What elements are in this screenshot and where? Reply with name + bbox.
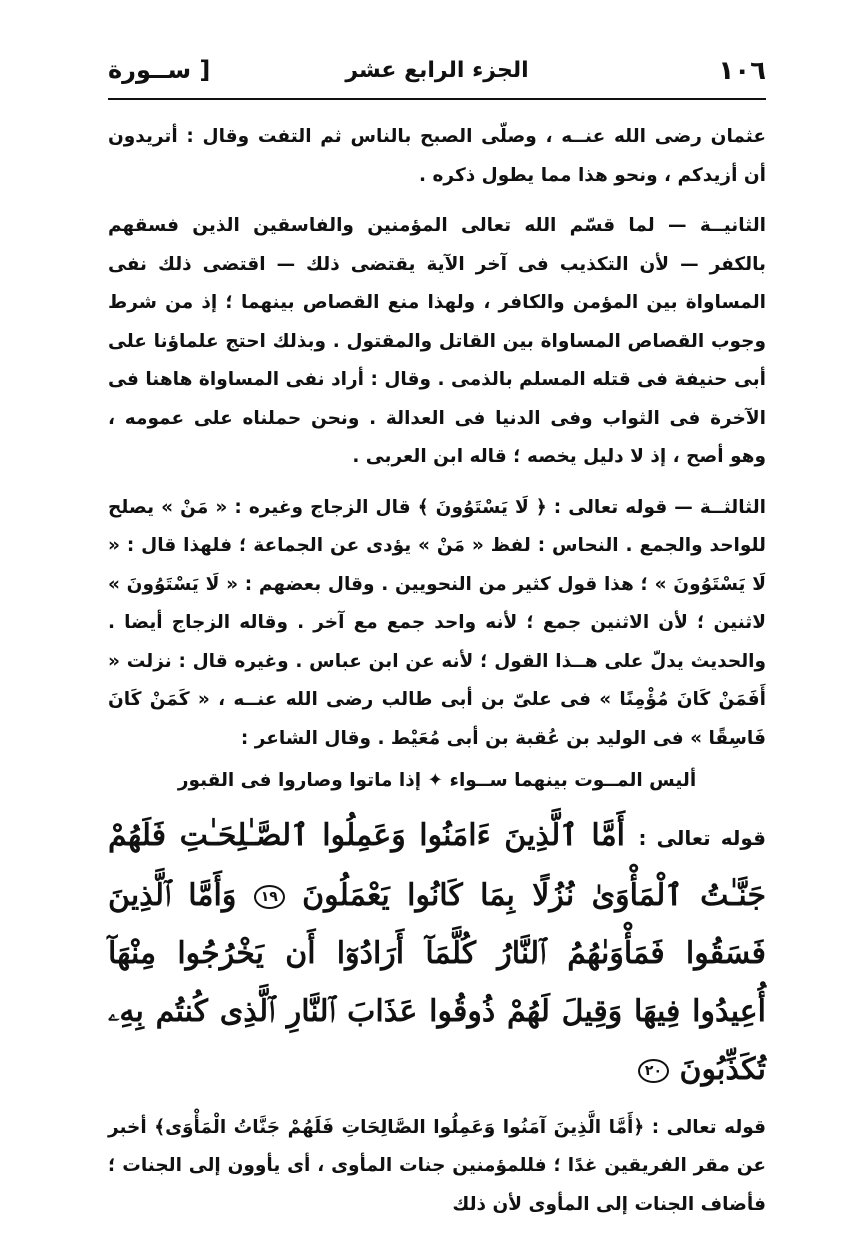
- running-title: الجزء الرابع عشر: [345, 58, 529, 83]
- poem-verse: أليس المــوت بينهما ســواء ✦ إذا ماتوا وصاروا فى القبور: [177, 770, 697, 791]
- commentary-paragraph: قوله تعالى : ﴿أَمَّا الَّذِينَ آمَنُوا وَعَمِلُوا الصَّالِحَاتِ فَلَهُمْ جَنَّاتُ الْمَأْوَى﴾ أخبر عن مقر الفريقين غدًا ؛ فللمؤمنين جنات المأوى ، أى يأوون إلى الجنات ؛ فأضاف الجنات إلى المأوى لأن ذلك: [108, 1116, 766, 1215]
- paragraph-3: الثالثــة — قوله تعالى : ﴿ لَا يَسْتَوُونَ ﴾ قال الزجاج وغيره : « مَنْ » يصلح للواحد والجمع . النحاس : لفظ « مَنْ » يؤدى عن الجماعة ؛ فلهذا قال : « لَا يَسْتَوُونَ » ؛ هذا قول كثير من النحويين . وقال بعضهم : « لَا يَسْتَوُونَ » لاثنين ؛ لأن الاثنين جمع ؛ لأنه واحد جمع مع آخر . وقاله الزجاج أيضا . والحديث يدلّ على هــذا القول ؛ لأنه عن ابن عباس . وغيره قال : نزلت « أَفَمَنْ كَانَ مُؤْمِنًا » فى علىّ بن أبى طالب رضى الله عنــه ، « كَمَنْ كَانَ فَاسِقًا » فى الوليد بن عُقبة بن أبى مُعَيْط . وقال الشاعر :: [108, 496, 766, 749]
- quran-verse-19: أَمَّا ٱلَّذِينَ ءَامَنُوا وَعَمِلُوا ٱلصَّـٰلِحَـٰتِ فَلَهُمْ جَنَّـٰتُ ٱلْمَأْوَىٰ نُزُلًا بِمَا كَانُوا يَعْمَلُونَ: [108, 817, 766, 913]
- quran-passage: [108, 807, 766, 1099]
- ayah-number-20: ٢٠: [638, 1059, 669, 1083]
- quran-verse-20: وَأَمَّا ٱلَّذِينَ فَسَقُوا فَمَأْوَىٰهُمُ ٱلنَّارُ كُلَّمَآ أَرَادُوٓا أَن يَخْرُجُوا مِنْهَآ أُعِيدُوا فِيهَا وَقِيلَ لَهُمْ ذُوقُوا عَذَابَ ٱلنَّارِ ٱلَّذِى كُنتُم بِهِۦ تُكَذِّبُونَ: [108, 877, 766, 1087]
- page-body: [108, 118, 766, 1236]
- quran-intro: قوله تعالى :: [638, 825, 767, 850]
- ayah-number-19: ١٩: [254, 885, 285, 909]
- page-number: ١٠٦: [718, 56, 766, 86]
- surah-label: [ ســورة: [108, 56, 211, 84]
- page-header: [108, 52, 766, 100]
- paragraph-1: عثمان رضى الله عنــه ، وصلّى الصبح بالناس ثم التفت وقال : أتريدون أن أزيدكم ، ونحو هذا مما يطول ذكره .: [108, 126, 766, 186]
- paragraph-2: الثانيــة — لما قسّم الله تعالى المؤمنين والفاسقين الذين فسقهم بالكفر — لأن التكذيب فى آخر الآية يقتضى ذلك — اقتضى ذلك نفى المساواة بين المؤمن والكافر ، ولهذا منع القصاص بينهما ؛ إذ من شرط وجوب القصاص المساواة بين القاتل والمقتول . وبذلك احتج علماؤنا على أبى حنيفة فى قتله المسلم بالذمى . وقال : أراد نفى المساواة هاهنا فى الآخرة فى الثواب وفى الدنيا فى العدالة . ونحن حملناه على عمومه ، وهو أصح ، إذ لا دليل يخصه ؛ قاله ابن العربى .: [108, 215, 766, 467]
